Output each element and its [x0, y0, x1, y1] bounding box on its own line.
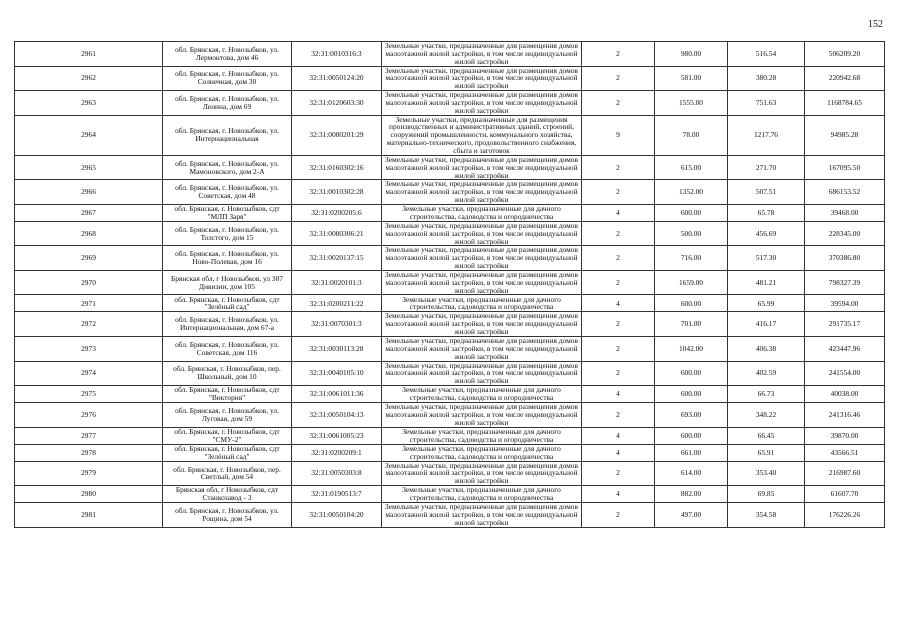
cadastral-value-cell: 216987.60: [805, 461, 885, 486]
address-cell: Брянская обл, г Новозыбков, сдт Станкозавод - 3: [163, 486, 292, 503]
cadastral-value-cell: 241316.46: [805, 403, 885, 428]
area-cell: 600.00: [655, 427, 728, 444]
specific-value-cell: 402.59: [728, 361, 805, 386]
area-cell: 581.00: [655, 66, 728, 91]
cadastral-number-cell: 32:31:0061005:23: [292, 427, 382, 444]
cadastral-value-cell: 39468.00: [805, 204, 885, 221]
row-number: 2980: [15, 486, 163, 503]
row-number: 2969: [15, 246, 163, 271]
land-use-cell: Земельные участки, предназначенные для дачного строительства, садоводства и огородничества: [382, 427, 582, 444]
table-row: [15, 386, 885, 403]
cadastral-value-cell: 39594.00: [805, 295, 885, 312]
cadastral-number-cell: 32:31:0200209:1: [292, 444, 382, 461]
cadastral-number-cell: 32:31:0080201:29: [292, 115, 382, 155]
table-row: [15, 180, 885, 205]
area-cell: 600.00: [655, 204, 728, 221]
row-number: 2976: [15, 403, 163, 428]
row-number: 2974: [15, 361, 163, 386]
row-number: 2970: [15, 270, 163, 295]
use-group-cell: 2: [582, 155, 655, 180]
row-number: 2964: [15, 115, 163, 155]
cadastral-value-cell: 176226.26: [805, 503, 885, 528]
specific-value-cell: 456.69: [728, 221, 805, 246]
row-number: 2966: [15, 180, 163, 205]
specific-value-cell: 66.73: [728, 386, 805, 403]
cadastral-number-cell: 32:31:0160302:16: [292, 155, 382, 180]
row-number: 2965: [15, 155, 163, 180]
area-cell: 614.00: [655, 461, 728, 486]
cadastral-number-cell: 32:31:0020101:3: [292, 270, 382, 295]
cadastral-value-cell: 39870.00: [805, 427, 885, 444]
address-cell: обл. Брянская, г. Новозыбков, ул. Толстого, дом 15: [163, 221, 292, 246]
use-group-cell: 2: [582, 337, 655, 362]
row-number: 2973: [15, 337, 163, 362]
table-row: [15, 42, 885, 67]
cadastral-number-cell: 32:31:0030113:28: [292, 337, 382, 362]
row-number: 2975: [15, 386, 163, 403]
table-row: [15, 91, 885, 116]
area-cell: 716.00: [655, 246, 728, 271]
cadastral-number-cell: 32:31:0200211:22: [292, 295, 382, 312]
cadastral-value-cell: 220942.68: [805, 66, 885, 91]
cadastral-value-cell: 228345.00: [805, 221, 885, 246]
address-cell: обл. Брянская, г. Новозыбков, ул. Рощина, дом 54: [163, 503, 292, 528]
table-row: [15, 427, 885, 444]
area-cell: 882.00: [655, 486, 728, 503]
use-group-cell: 2: [582, 361, 655, 386]
specific-value-cell: 65.78: [728, 204, 805, 221]
use-group-cell: 2: [582, 66, 655, 91]
land-use-cell: Земельные участки, предназначенные для размещения домов малоэтажной жилой застройки, в том числе индивидуальной жилой застройки: [382, 461, 582, 486]
cadastral-number-cell: 32:31:0070301:3: [292, 312, 382, 337]
area-cell: 500.00: [655, 221, 728, 246]
address-cell: обл. Брянская, г. Новозыбков, сдт "МЛП Заря": [163, 204, 292, 221]
address-cell: обл. Брянская, г. Новозыбков, ул. Советская, дом 48: [163, 180, 292, 205]
cadastral-value-cell: 241554.00: [805, 361, 885, 386]
use-group-cell: 2: [582, 180, 655, 205]
table-row: [15, 270, 885, 295]
cadastral-number-cell: 32:31:0190513:7: [292, 486, 382, 503]
table-row: [15, 155, 885, 180]
address-cell: обл. Брянская, г. Новозыбков, ул. Луговая, дом 59: [163, 403, 292, 428]
specific-value-cell: 65.91: [728, 444, 805, 461]
address-cell: обл. Брянская, г. Новозыбков, ул. Мамоновского, дом 2-А: [163, 155, 292, 180]
specific-value-cell: 406.38: [728, 337, 805, 362]
use-group-cell: 2: [582, 270, 655, 295]
specific-value-cell: 516.54: [728, 42, 805, 67]
table-row: [15, 312, 885, 337]
table-row: [15, 361, 885, 386]
table-row: [15, 66, 885, 91]
address-cell: обл. Брянская, г. Новозыбков, пер. Светлый, дом 54: [163, 461, 292, 486]
area-cell: 661.00: [655, 444, 728, 461]
cadastral-value-cell: 686153.52: [805, 180, 885, 205]
cadastral-number-cell: 32:31:0010302:28: [292, 180, 382, 205]
row-number: 2978: [15, 444, 163, 461]
cadastral-number-cell: 32:31:0061011:36: [292, 386, 382, 403]
table-row: [15, 461, 885, 486]
land-use-cell: Земельные участки, предназначенные для дачного строительства, садоводства и огородничества: [382, 386, 582, 403]
cadastral-value-cell: 370386.80: [805, 246, 885, 271]
land-use-cell: Земельные участки, предназначенные для размещения домов малоэтажной жилой застройки, в том числе индивидуальной жилой застройки: [382, 221, 582, 246]
address-cell: обл. Брянская, г. Новозыбков, ул. Солнечная, дом 30: [163, 66, 292, 91]
land-register-table: [14, 41, 885, 528]
cadastral-value-cell: 798327.39: [805, 270, 885, 295]
use-group-cell: 2: [582, 91, 655, 116]
row-number: 2977: [15, 427, 163, 444]
cadastral-value-cell: 506209.20: [805, 42, 885, 67]
area-cell: 1352.00: [655, 180, 728, 205]
row-number: 2967: [15, 204, 163, 221]
specific-value-cell: 1217.76: [728, 115, 805, 155]
land-use-cell: Земельные участки, предназначенные для дачного строительства, садоводства и огородничества: [382, 486, 582, 503]
cadastral-value-cell: 1168784.65: [805, 91, 885, 116]
use-group-cell: 2: [582, 403, 655, 428]
address-cell: обл. Брянская, г. Новозыбков, сдт "Зелёный сад": [163, 295, 292, 312]
land-use-cell: Земельные участки, предназначенные для дачного строительства, садоводства и огородничества: [382, 295, 582, 312]
address-cell: обл. Брянская, г. Новозыбков, ул. Лермонтова, дом 46: [163, 42, 292, 67]
address-cell: обл. Брянская, г. Новозыбков, ул. Интернациональная, дом 67-а: [163, 312, 292, 337]
cadastral-value-cell: 167095.50: [805, 155, 885, 180]
area-cell: 980.00: [655, 42, 728, 67]
specific-value-cell: 348.22: [728, 403, 805, 428]
cadastral-number-cell: 32:31:0020137:15: [292, 246, 382, 271]
use-group-cell: 2: [582, 503, 655, 528]
specific-value-cell: 507.51: [728, 180, 805, 205]
address-cell: обл. Брянская, г. Новозыбков, сдт "Зелёный сад": [163, 444, 292, 461]
table-row: [15, 503, 885, 528]
land-use-cell: Земельные участки, предназначенные для размещения домов малоэтажной жилой застройки, в том числе индивидуальной жилой застройки: [382, 270, 582, 295]
use-group-cell: 4: [582, 486, 655, 503]
table-row: [15, 115, 885, 155]
area-cell: 600.00: [655, 386, 728, 403]
cadastral-number-cell: 32:31:0050303:8: [292, 461, 382, 486]
table-row: [15, 295, 885, 312]
address-cell: обл. Брянская, г. Новозыбков, сдт "СМУ-2": [163, 427, 292, 444]
cadastral-number-cell: 32:31:0050104:13: [292, 403, 382, 428]
specific-value-cell: 751.63: [728, 91, 805, 116]
specific-value-cell: 380.28: [728, 66, 805, 91]
address-cell: обл. Брянская, г. Новозыбков, ул. Интернациональная: [163, 115, 292, 155]
address-cell: обл. Брянская, г. Новозыбков, ул. Ленина, дом 69: [163, 91, 292, 116]
land-use-cell: Земельные участки, предназначенные для размещения домов малоэтажной жилой застройки, в том числе индивидуальной жилой застройки: [382, 91, 582, 116]
row-number: 2971: [15, 295, 163, 312]
land-use-cell: Земельные участки, предназначенные для дачного строительства, садоводства и огородничества: [382, 204, 582, 221]
use-group-cell: 4: [582, 444, 655, 461]
table-row: [15, 246, 885, 271]
cadastral-number-cell: 32:31:0040105:10: [292, 361, 382, 386]
cadastral-number-cell: 32:31:0200205:6: [292, 204, 382, 221]
use-group-cell: 4: [582, 295, 655, 312]
land-use-cell: Земельные участки, предназначенные для размещения домов малоэтажной жилой застройки, в том числе индивидуальной жилой застройки: [382, 42, 582, 67]
use-group-cell: 2: [582, 461, 655, 486]
row-number: 2981: [15, 503, 163, 528]
page-number: 152: [868, 19, 883, 30]
land-use-cell: Земельные участки, предназначенные для размещения домов малоэтажной жилой застройки, в том числе индивидуальной жилой застройки: [382, 246, 582, 271]
table-row: [15, 221, 885, 246]
cadastral-value-cell: 40038.00: [805, 386, 885, 403]
cadastral-value-cell: 94985.28: [805, 115, 885, 155]
land-use-cell: Земельные участки, предназначенные для размещения домов малоэтажной жилой застройки, в том числе индивидуальной жилой застройки: [382, 180, 582, 205]
row-number: 2972: [15, 312, 163, 337]
table-row: [15, 444, 885, 461]
land-use-cell: Земельные участки, предназначенные для размещения домов малоэтажной жилой застройки, в том числе индивидуальной жилой застройки: [382, 66, 582, 91]
area-cell: 1555.00: [655, 91, 728, 116]
specific-value-cell: 65.99: [728, 295, 805, 312]
cadastral-number-cell: 32:31:0010316:3: [292, 42, 382, 67]
area-cell: 497.00: [655, 503, 728, 528]
use-group-cell: 4: [582, 204, 655, 221]
use-group-cell: 2: [582, 246, 655, 271]
use-group-cell: 9: [582, 115, 655, 155]
cadastral-value-cell: 423447.96: [805, 337, 885, 362]
area-cell: 693.00: [655, 403, 728, 428]
cadastral-number-cell: 32:31:0050124:20: [292, 66, 382, 91]
specific-value-cell: 66.45: [728, 427, 805, 444]
specific-value-cell: 354.58: [728, 503, 805, 528]
area-cell: 600.00: [655, 361, 728, 386]
land-use-cell: Земельные участки, предназначенные для размещения домов малоэтажной жилой застройки, в том числе индивидуальной жилой застройки: [382, 312, 582, 337]
area-cell: 1659.00: [655, 270, 728, 295]
land-use-cell: Земельные участки, предназначенные для размещения производственных и административных зданий, строений, сооружений промышленности, коммунального хозяйства, материально-технического, продовольственного снабжения, сбыта и заготовок: [382, 115, 582, 155]
table-row: [15, 486, 885, 503]
area-cell: 600.00: [655, 295, 728, 312]
area-cell: 701.00: [655, 312, 728, 337]
specific-value-cell: 271.70: [728, 155, 805, 180]
cadastral-number-cell: 32:31:0080306:21: [292, 221, 382, 246]
address-cell: обл. Брянская, г. Новозыбков, ул. Советская, дом 116: [163, 337, 292, 362]
address-cell: обл. Брянская, г. Новозыбков, ул. Ново-Полевая, дом 16: [163, 246, 292, 271]
row-number: 2979: [15, 461, 163, 486]
area-cell: 1042.00: [655, 337, 728, 362]
row-number: 2968: [15, 221, 163, 246]
land-use-cell: Земельные участки, предназначенные для размещения домов малоэтажной жилой застройки, в том числе индивидуальной жилой застройки: [382, 337, 582, 362]
specific-value-cell: 353.40: [728, 461, 805, 486]
use-group-cell: 4: [582, 427, 655, 444]
use-group-cell: 4: [582, 386, 655, 403]
address-cell: обл. Брянская, г. Новозыбков, пер. Школьный, дом 10: [163, 361, 292, 386]
address-cell: Брянская обл, г Новозыбков, ул 307 Дивизии, дом 105: [163, 270, 292, 295]
use-group-cell: 2: [582, 42, 655, 67]
specific-value-cell: 517.30: [728, 246, 805, 271]
address-cell: обл. Брянская, г. Новозыбков, сдт "Виктория": [163, 386, 292, 403]
area-cell: 78.00: [655, 115, 728, 155]
row-number: 2962: [15, 66, 163, 91]
specific-value-cell: 416.17: [728, 312, 805, 337]
use-group-cell: 2: [582, 221, 655, 246]
table-row: [15, 204, 885, 221]
cadastral-number-cell: 32:31:0050104:20: [292, 503, 382, 528]
land-use-cell: Земельные участки, предназначенные для размещения домов малоэтажной жилой застройки, в том числе индивидуальной жилой застройки: [382, 155, 582, 180]
land-use-cell: Земельные участки, предназначенные для размещения домов малоэтажной жилой застройки, в том числе индивидуальной жилой застройки: [382, 403, 582, 428]
cadastral-number-cell: 32:31:0120603:30: [292, 91, 382, 116]
use-group-cell: 2: [582, 312, 655, 337]
table-row: [15, 337, 885, 362]
land-use-cell: Земельные участки, предназначенные для дачного строительства, садоводства и огородничества: [382, 444, 582, 461]
specific-value-cell: 481.21: [728, 270, 805, 295]
cadastral-value-cell: 291735.17: [805, 312, 885, 337]
row-number: 2963: [15, 91, 163, 116]
area-cell: 615.00: [655, 155, 728, 180]
table-row: [15, 403, 885, 428]
land-use-cell: Земельные участки, предназначенные для размещения домов малоэтажной жилой застройки, в том числе индивидуальной жилой застройки: [382, 361, 582, 386]
specific-value-cell: 69.85: [728, 486, 805, 503]
land-use-cell: Земельные участки, предназначенные для размещения домов малоэтажной жилой застройки, в том числе индивидуальной жилой застройки: [382, 503, 582, 528]
cadastral-value-cell: 61607.70: [805, 486, 885, 503]
cadastral-value-cell: 43566.51: [805, 444, 885, 461]
row-number: 2961: [15, 42, 163, 67]
